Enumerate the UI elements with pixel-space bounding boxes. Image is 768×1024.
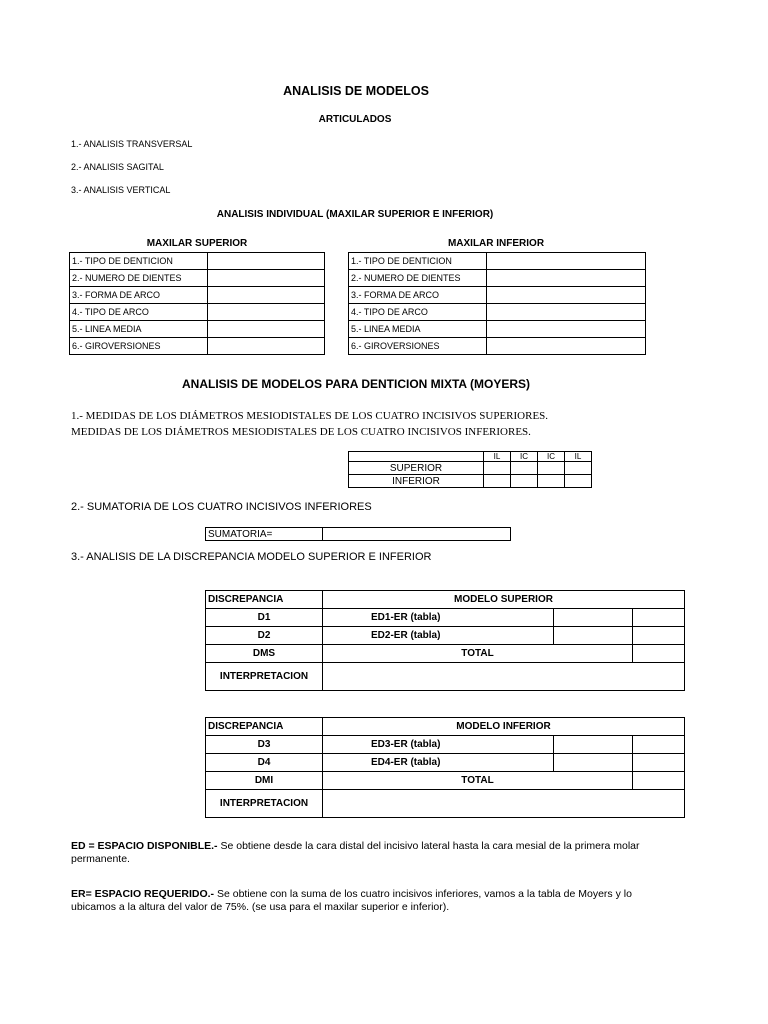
interpretacion-cell[interactable]: [323, 663, 685, 691]
row-label: INFERIOR: [349, 475, 484, 488]
sumatoria-heading: 2.- SUMATORIA DE LOS CUATRO INCISIVOS INFERIORES: [71, 501, 372, 513]
interpretacion-cell[interactable]: [323, 790, 685, 818]
value-cell[interactable]: [554, 736, 633, 754]
row-label: 1.- TIPO DE DENTICION: [349, 253, 487, 270]
value-cell[interactable]: [487, 253, 646, 270]
row-sublabel: ED4-ER (tabla): [323, 754, 554, 772]
table-row: [206, 754, 685, 772]
table-row: [206, 645, 685, 663]
column-header: MODELO INFERIOR: [323, 718, 685, 736]
ed-term: ED = ESPACIO DISPONIBLE.-: [71, 840, 218, 852]
moyers-title: ANALISIS DE MODELOS PARA DENTICION MIXTA (MOYERS): [181, 377, 530, 391]
row-label: 4.- TIPO DE ARCO: [349, 304, 487, 321]
table-row: [70, 270, 325, 287]
value-cell[interactable]: [633, 772, 685, 790]
value-cell[interactable]: [633, 754, 685, 772]
sumatoria-label: SUMATORIA=: [206, 528, 323, 541]
value-cell[interactable]: [484, 462, 511, 475]
row-label: 3.- FORMA DE ARCO: [349, 287, 487, 304]
value-cell[interactable]: [484, 475, 511, 488]
list-item: 1.- ANALISIS TRANSVERSAL: [71, 139, 193, 149]
value-cell[interactable]: [554, 754, 633, 772]
table-row: [70, 287, 325, 304]
table-row: [206, 528, 511, 541]
value-cell[interactable]: [565, 462, 592, 475]
table-row: [206, 790, 685, 818]
column-header: DISCREPANCIA: [206, 718, 323, 736]
page-title: ANALISIS DE MODELOS: [283, 84, 429, 98]
column-header: IL: [565, 452, 592, 462]
column-header: IC: [538, 452, 565, 462]
medidas-line-2: MEDIDAS DE LOS DIÁMETROS MESIODISTALES DE LOS CUATRO INCISIVOS INFERIORES.: [71, 426, 531, 438]
value-cell[interactable]: [511, 475, 538, 488]
value-cell[interactable]: [554, 627, 633, 645]
value-cell[interactable]: [208, 253, 325, 270]
table-row: [206, 772, 685, 790]
table-row: [206, 591, 685, 609]
value-cell[interactable]: [633, 609, 685, 627]
table-row: [349, 287, 646, 304]
row-label: 6.- GIROVERSIONES: [70, 338, 208, 355]
incisors-measure-table: [348, 451, 592, 488]
value-cell[interactable]: [208, 338, 325, 355]
discrepancia-inferior-table: [205, 717, 685, 818]
page-subtitle: ARTICULADOS: [318, 114, 392, 125]
row-label: D1: [206, 609, 323, 627]
value-cell[interactable]: [538, 462, 565, 475]
value-cell[interactable]: [554, 609, 633, 627]
ed-definition: [71, 840, 641, 866]
medidas-line-1: 1.- MEDIDAS DE LOS DIÁMETROS MESIODISTALES DE LOS CUATRO INCISIVOS SUPERIORES.: [71, 410, 549, 422]
table-row: [206, 718, 685, 736]
table-row: [349, 475, 592, 488]
ed-text: Se obtiene desde la cara distal del incisivo lateral hasta la cara mesial de la primera molar permanente.: [71, 840, 640, 865]
table-row: [70, 338, 325, 355]
value-cell[interactable]: [538, 475, 565, 488]
row-sublabel: TOTAL: [323, 772, 633, 790]
value-cell[interactable]: [208, 287, 325, 304]
row-label: 3.- FORMA DE ARCO: [70, 287, 208, 304]
table-row: [349, 304, 646, 321]
row-label: 6.- GIROVERSIONES: [349, 338, 487, 355]
er-text: Se obtiene con la suma de los cuatro incisivos inferiores, vamos a la tabla de Moyers y lo ubicamos a la altura del valor de 75%. (se usa para el maxilar superior e inferior).: [71, 888, 632, 913]
row-sublabel: TOTAL: [323, 645, 633, 663]
row-label: D2: [206, 627, 323, 645]
table-row: [206, 736, 685, 754]
sumatoria-table: [205, 527, 511, 541]
table-row: [70, 304, 325, 321]
discrepancia-heading: 3.- ANALISIS DE LA DISCREPANCIA MODELO SUPERIOR E INFERIOR: [71, 551, 432, 563]
individual-title: ANALISIS INDIVIDUAL (MAXILAR SUPERIOR E INFERIOR): [216, 209, 494, 220]
row-label: 5.- LINEA MEDIA: [349, 321, 487, 338]
value-cell[interactable]: [633, 645, 685, 663]
column-header: IL: [484, 452, 511, 462]
row-label: DMS: [206, 645, 323, 663]
row-sublabel: ED2-ER (tabla): [323, 627, 554, 645]
maxilar-inferior-table: [348, 252, 646, 355]
column-header: MODELO SUPERIOR: [323, 591, 685, 609]
column-header: IC: [511, 452, 538, 462]
column-header: DISCREPANCIA: [206, 591, 323, 609]
row-sublabel: ED3-ER (tabla): [323, 736, 554, 754]
discrepancia-superior-table: [205, 590, 685, 691]
maxilar-superior-table: [69, 252, 325, 355]
value-cell[interactable]: [487, 338, 646, 355]
value-cell[interactable]: [633, 627, 685, 645]
table-row: [349, 253, 646, 270]
value-cell[interactable]: [208, 304, 325, 321]
table-row: [349, 338, 646, 355]
value-cell[interactable]: [487, 321, 646, 338]
row-label: SUPERIOR: [349, 462, 484, 475]
table-row: [70, 321, 325, 338]
value-cell[interactable]: [208, 270, 325, 287]
table-row: [70, 253, 325, 270]
sumatoria-value[interactable]: [323, 528, 511, 541]
row-label: 5.- LINEA MEDIA: [70, 321, 208, 338]
row-label: INTERPRETACION: [206, 790, 323, 818]
row-sublabel: ED1-ER (tabla): [323, 609, 554, 627]
table-row: [206, 627, 685, 645]
list-item: 3.- ANALISIS VERTICAL: [71, 185, 171, 195]
table-row: [349, 462, 592, 475]
er-term: ER= ESPACIO REQUERIDO.-: [71, 888, 215, 900]
table-row: [349, 452, 592, 462]
maxilar-superior-heading: MAXILAR SUPERIOR: [146, 238, 248, 249]
row-label: 4.- TIPO DE ARCO: [70, 304, 208, 321]
table-row: [206, 663, 685, 691]
table-row: [349, 270, 646, 287]
maxilar-inferior-heading: MAXILAR INFERIOR: [447, 238, 545, 249]
row-label: 2.- NUMERO DE DIENTES: [70, 270, 208, 287]
row-label: 2.- NUMERO DE DIENTES: [349, 270, 487, 287]
table-row: [349, 321, 646, 338]
value-cell[interactable]: [633, 736, 685, 754]
value-cell[interactable]: [487, 270, 646, 287]
row-label: INTERPRETACION: [206, 663, 323, 691]
er-definition: [71, 888, 641, 914]
value-cell[interactable]: [208, 321, 325, 338]
row-label: D4: [206, 754, 323, 772]
value-cell[interactable]: [511, 462, 538, 475]
list-item: 2.- ANALISIS SAGITAL: [71, 162, 164, 172]
value-cell[interactable]: [565, 475, 592, 488]
row-label: 1.- TIPO DE DENTICION: [70, 253, 208, 270]
value-cell[interactable]: [487, 304, 646, 321]
row-label: D3: [206, 736, 323, 754]
row-label: DMI: [206, 772, 323, 790]
value-cell[interactable]: [487, 287, 646, 304]
table-row: [206, 609, 685, 627]
